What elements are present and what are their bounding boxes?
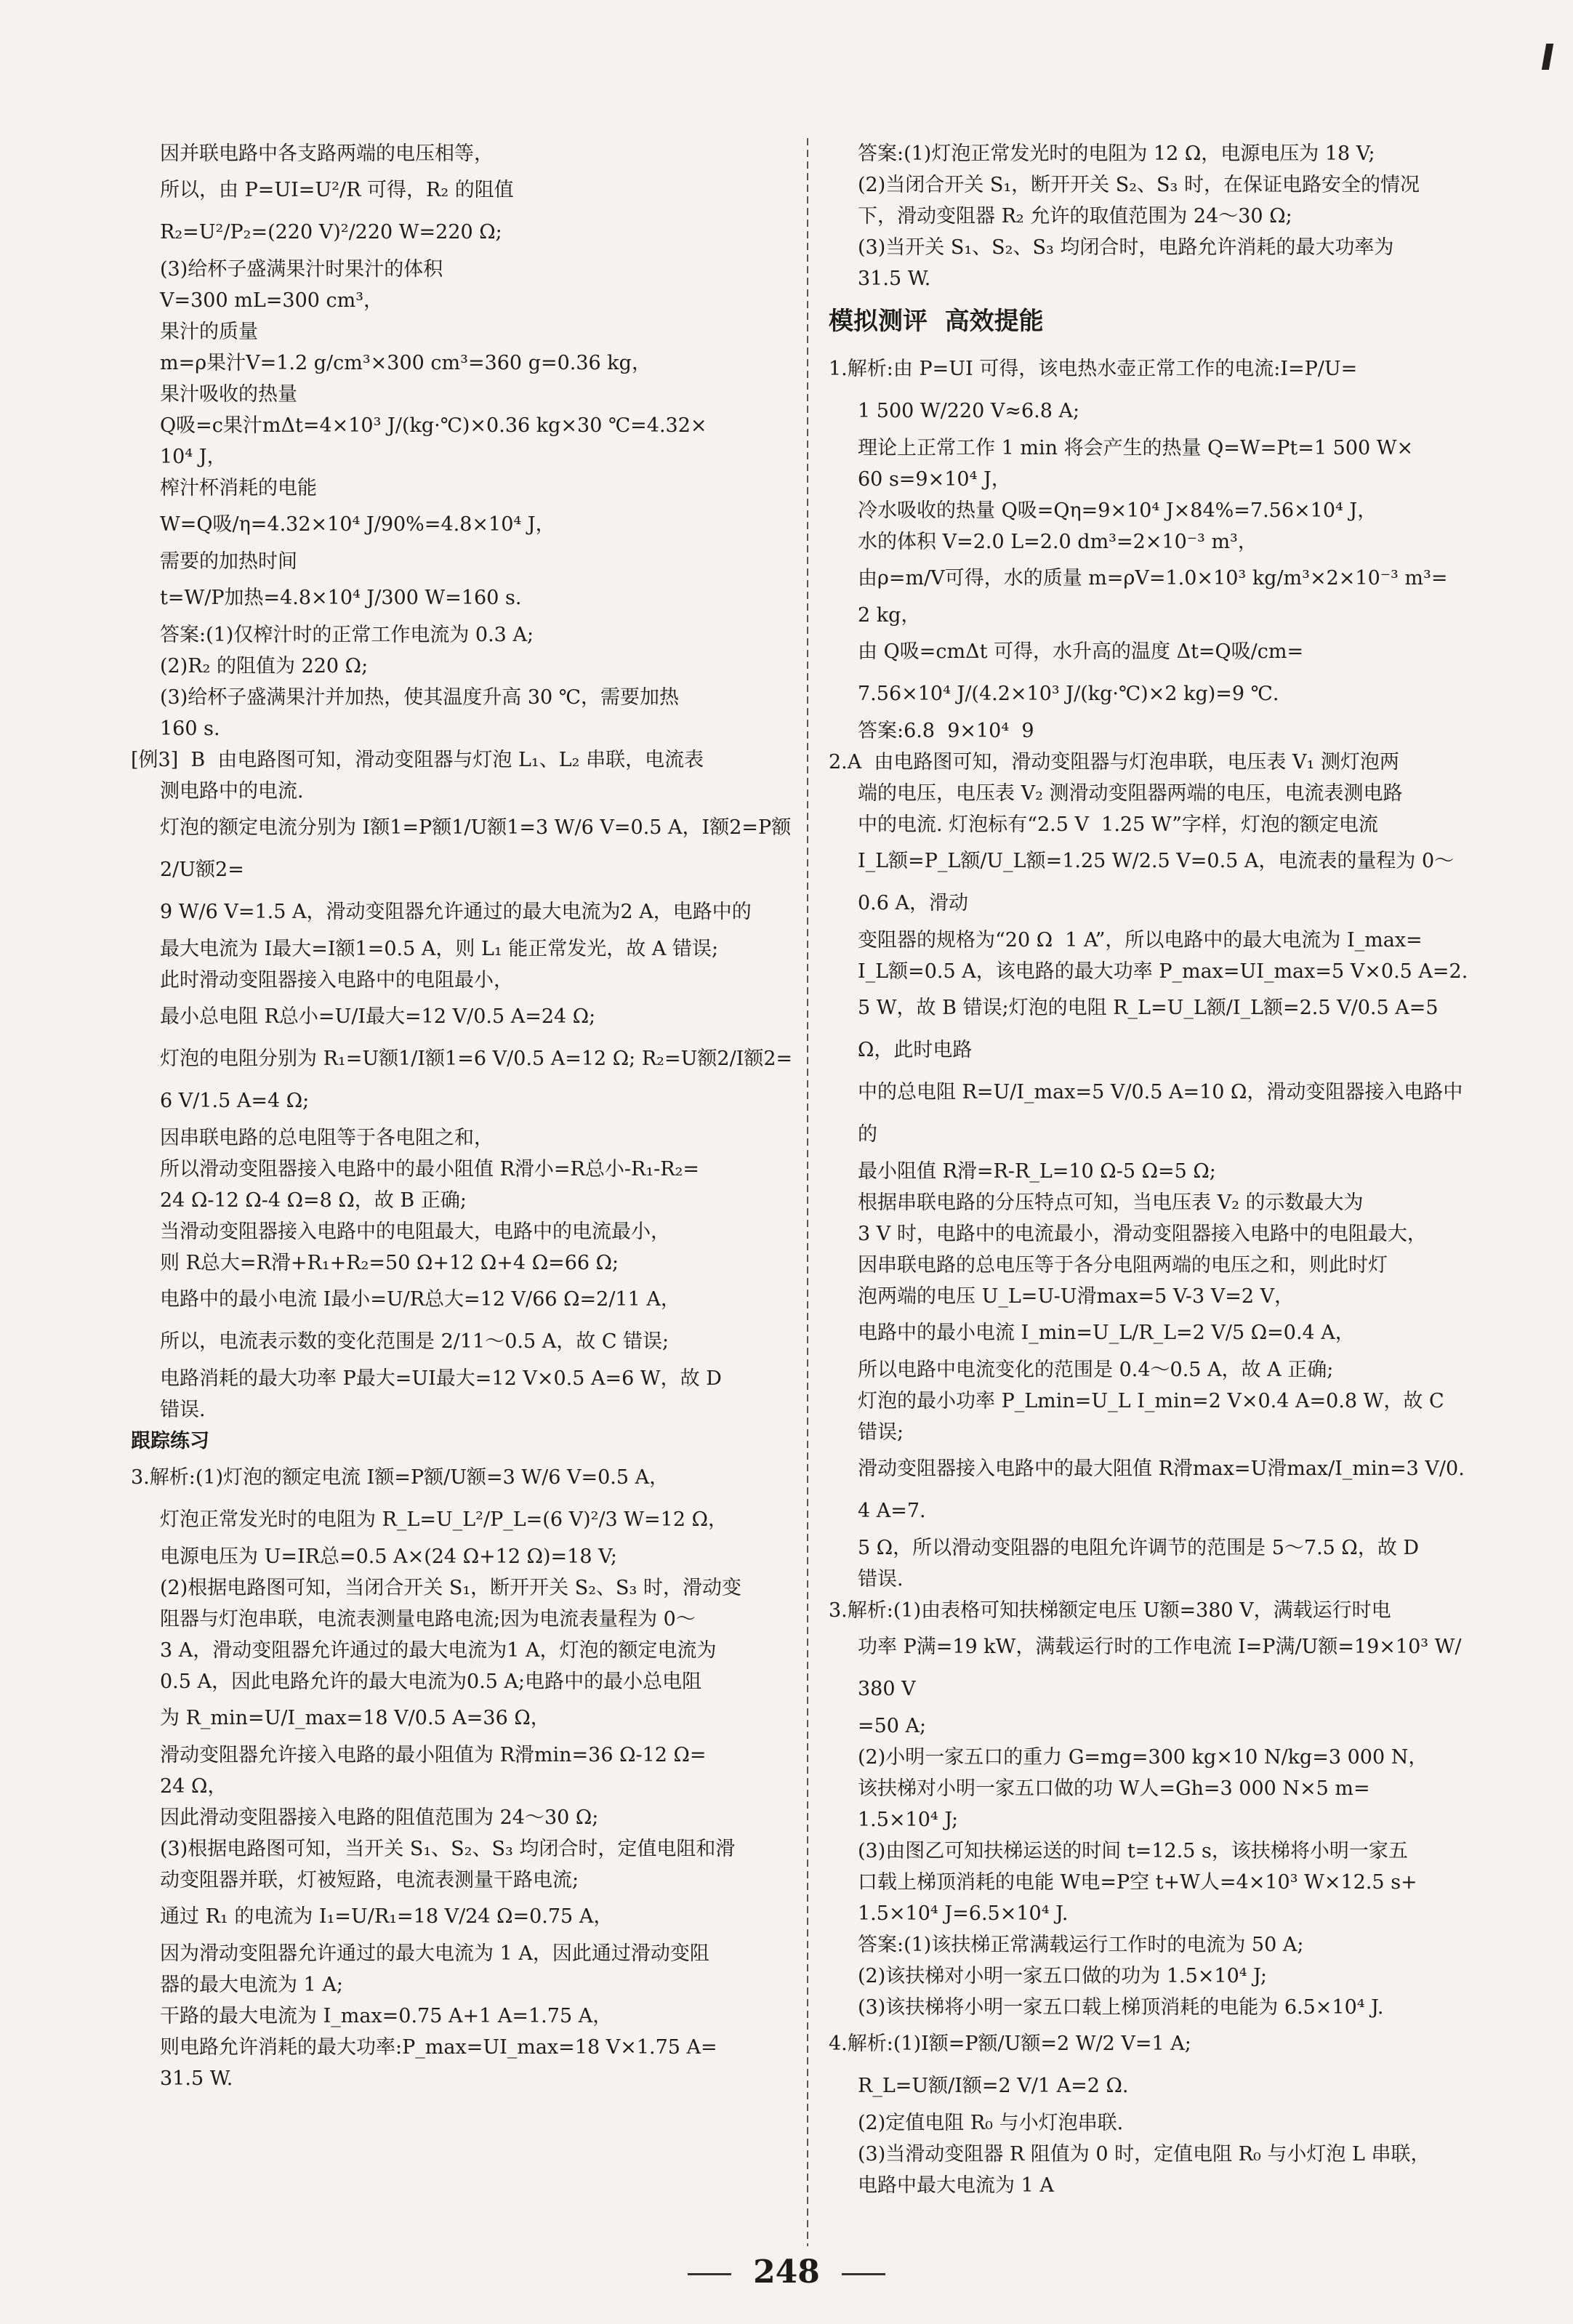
left-text-line: 测电路中的电流.	[160, 780, 304, 803]
right-text-line: 60 s=9×10⁴ J，	[858, 468, 1011, 491]
footer-dash-left	[688, 2273, 731, 2275]
left-text-line: 灯泡的额定电流分别为 I额1=P额1/U额1=3 W/6 V=0.5 A，I额2=P额2/U额2=	[160, 816, 792, 881]
left-text-line: 为 R_min=U/I_max=18 V/0.5 A=36 Ω，	[160, 1707, 550, 1729]
right-text-line: 中的电流. 灯泡标有“2.5 V 1.25 W”字样，灯泡的额定电流	[858, 813, 1378, 836]
left-text-line: 答案:(1)仅榨汁时的正常工作电流为 0.3 A;	[160, 624, 534, 646]
right-text-line: 根据串联电路的分压特点可知，当电压表 V₂ 的示数最大为	[858, 1191, 1364, 1214]
left-text-line: 3 A，滑动变阻器允许通过的最大电流为1 A，灯泡的额定电流为	[160, 1639, 717, 1662]
right-text-line: 答案:6.8 9×10⁴ 9	[858, 720, 1034, 742]
footer-dash-right	[842, 2273, 885, 2275]
right-text-line: (3)当开关 S₁、S₂、S₃ 均闭合时，电路允许消耗的最大功率为	[858, 236, 1394, 259]
left-text-line: 160 s.	[160, 717, 220, 740]
left-text-line: 因并联电路中各支路两端的电压相等，	[160, 142, 494, 165]
right-text-line: 该扶梯对小明一家五口做的功 W人=Gh=3 000 N×5 m=	[858, 1777, 1370, 1800]
right-text-line: 中的总电阻 R=U/I_max=5 V/0.5 A=10 Ω，滑动变阻器接入电路中的	[858, 1081, 1463, 1146]
right-text-line: 2 kg，	[858, 604, 921, 627]
right-text-line: 5 Ω，所以滑动变阻器的电阻允许调节的范围是 5～7.5 Ω，故 D	[858, 1537, 1420, 1559]
right-text-line: I_L额=P_L额/U_L额=1.25 W/2.5 V=0.5 A，电流表的量程为 0～0.6 A，滑动	[858, 850, 1455, 914]
left-text-line: 所以，电流表示数的变化范围是 2/11～0.5 A，故 C 错误;	[160, 1330, 669, 1353]
right-text-line: 31.5 W.	[858, 268, 931, 290]
left-text-line: 果汁的质量	[160, 321, 258, 343]
left-text-line: 则电路允许消耗的最大功率:P_max=UI_max=18 V×1.75 A=	[160, 2036, 717, 2059]
left-text-line: 所以，由 P=UI=U²/R 可得，R₂ 的阻值	[160, 179, 514, 201]
left-text-line: 24 Ω，	[160, 1775, 228, 1798]
left-text-line: R₂=U²/P₂=(220 V)²/220 W=220 Ω;	[160, 221, 502, 244]
right-text-line: 所以电路中电流变化的范围是 0.4～0.5 A，故 A 正确;	[858, 1359, 1334, 1381]
right-text-line: 滑动变阻器接入电路中的最大阻值 R滑max=U滑max/I_min=3 V/0.4 A=7.	[858, 1457, 1465, 1522]
right-text-line: 电路中最大电流为 1 A	[858, 2174, 1054, 2197]
right-text-line: 错误.	[858, 1568, 904, 1591]
right-text-line: 错误;	[858, 1421, 904, 1444]
right-text-line: 1.5×10⁴ J=6.5×10⁴ J.	[858, 1902, 1069, 1925]
right-text-line: 理论上正常工作 1 min 将会产生的热量 Q=W=Pt=1 500 W×	[858, 437, 1414, 459]
left-text-line: (2)根据电路图可知，当闭合开关 S₁，断开开关 S₂、S₃ 时，滑动变	[160, 1577, 741, 1599]
right-text-line: 灯泡的最小功率 P_Lmin=U_L I_min=2 V×0.4 A=0.8 W，故 C	[858, 1390, 1444, 1412]
right-text-line: 泡两端的电压 U_L=U-U滑max=5 V-3 V=2 V，	[858, 1285, 1295, 1308]
left-text-line: 则 R总大=R滑+R₁+R₂=50 Ω+12 Ω+4 Ω=66 Ω;	[160, 1252, 619, 1274]
left-text-line: W=Q吸/η=4.32×10⁴ J/90%=4.8×10⁴ J，	[160, 513, 555, 536]
right-text-line: 下，滑动变阻器 R₂ 允许的取值范围为 24～30 Ω;	[858, 205, 1292, 228]
left-text-line: 果汁吸收的热量	[160, 383, 297, 406]
right-text-line: (2)该扶梯对小明一家五口做的功为 1.5×10⁴ J;	[858, 1965, 1267, 1987]
left-text-line: (3)给杯子盛满果汁并加热，使其温度升高 30 ℃，需要加热	[160, 686, 679, 709]
left-text-line: 31.5 W.	[160, 2067, 233, 2090]
left-text-line: 动变阻器并联，灯被短路，电流表测量干路电流;	[160, 1869, 579, 1891]
right-text-line: =50 A;	[858, 1715, 927, 1737]
right-text-line: 水的体积 V=2.0 L=2.0 dm³=2×10⁻³ m³，	[858, 531, 1258, 553]
right-text-line: 1 500 W/220 V≈6.8 A;	[858, 400, 1080, 422]
left-text-line: 榨汁杯消耗的电能	[160, 477, 317, 499]
left-text-line: Q吸=c果汁mΔt=4×10³ J/(kg·℃)×0.36 kg×30 ℃=4.32×	[160, 414, 707, 437]
column-divider	[807, 138, 808, 2246]
right-text-line: 4.解析:(1)I额=P额/U额=2 W/2 V=1 A;	[829, 2033, 1191, 2055]
right-text-line: (2)当闭合开关 S₁，断开开关 S₂、S₃ 时，在保证电路安全的情况	[858, 174, 1420, 196]
left-text-line: [例3] B 由电路图可知，滑动变阻器与灯泡 L₁、L₂ 串联，电流表	[131, 749, 704, 771]
left-text-line: V=300 mL=300 cm³，	[160, 289, 384, 312]
right-text-line: R_L=U额/I额=2 V/1 A=2 Ω.	[858, 2075, 1129, 2097]
right-text-line: 口载上梯顶消耗的电能 W电=P空 t+W人=4×10³ W×12.5 s+	[858, 1871, 1417, 1894]
right-text-line: 电路中的最小电流 I_min=U_L/R_L=2 V/5 Ω=0.4 A，	[858, 1322, 1355, 1344]
right-text-line: 答案:(1)灯泡正常发光时的电阻为 12 Ω，电源电压为 18 V;	[858, 142, 1375, 165]
right-text-line: 端的电压，电压表 V₂ 测滑动变阻器两端的电压，电流表测电路	[858, 782, 1403, 805]
right-text-line: 1.解析:由 P=UI 可得，该电热水壶正常工作的电流:I=P/U=	[829, 358, 1358, 380]
left-text-line: 6 V/1.5 A=4 Ω;	[160, 1090, 310, 1112]
left-text-line: 所以滑动变阻器接入电路中的最小阻值 R滑小=R总小-R₁-R₂=	[160, 1158, 700, 1181]
right-text-line: 变阻器的规格为“20 Ω 1 A”，所以电路中的最大电流为 I_max=	[858, 929, 1423, 952]
right-text-line: 由 Q吸=cmΔt 可得，水升高的温度 Δt=Q吸/cm=	[858, 640, 1304, 663]
left-text-line: (3)根据电路图可知，当开关 S₁、S₂、S₃ 均闭合时，定值电阻和滑	[160, 1838, 736, 1860]
left-text-line: 0.5 A，因此电路允许的最大电流为0.5 A;电路中的最小总电阻	[160, 1670, 702, 1693]
right-text-line: 由ρ=m/V可得，水的质量 m=ρV=1.0×10³ kg/m³×2×10⁻³ m³=	[858, 567, 1448, 590]
right-text-line: 答案:(1)该扶梯正常满载运行工作时的电流为 50 A;	[858, 1934, 1304, 1956]
left-text-line: 滑动变阻器允许接入电路的最小阻值为 R滑min=36 Ω-12 Ω=	[160, 1744, 707, 1766]
right-text-line: (3)该扶梯将小明一家五口载上梯顶消耗的电能为 6.5×10⁴ J.	[858, 1996, 1384, 2019]
scan-corner-mark	[1542, 44, 1553, 70]
right-text-line: 最小阻值 R滑=R-R_L=10 Ω-5 Ω=5 Ω;	[858, 1160, 1216, 1183]
left-text-line: (2)R₂ 的阻值为 220 Ω;	[160, 655, 369, 678]
right-column	[829, 138, 1468, 2201]
left-text-line: 通过 R₁ 的电流为 I₁=U/R₁=18 V/24 Ω=0.75 A，	[160, 1905, 613, 1928]
page-footer	[0, 2253, 1573, 2291]
right-text-line: (3)当滑动变阻器 R 阻值为 0 时，定值电阻 R₀ 与小灯泡 L 串联，	[858, 2143, 1431, 2166]
left-text-line: 因为滑动变阻器允许通过的最大电流为 1 A，因此通过滑动变阻	[160, 1942, 709, 1965]
right-text-line: (3)由图乙可知扶梯运送的时间 t=12.5 s，该扶梯将小明一家五	[858, 1840, 1408, 1862]
left-text-line: 此时滑动变阻器接入电路中的电阻最小，	[160, 969, 513, 992]
right-text-line: 冷水吸收的热量 Q吸=Qη=9×10⁴ J×84%=7.56×10⁴ J，	[858, 499, 1377, 522]
left-text-line: 电路中的最小电流 I最小=U/R总大=12 V/66 Ω=2/11 A，	[160, 1288, 680, 1311]
right-text-line: 3.解析:(1)由表格可知扶梯额定电压 U额=380 V，满载运行时电	[829, 1599, 1391, 1622]
left-text-line: 当滑动变阻器接入电路中的电阻最大，电路中的电流最小，	[160, 1221, 670, 1243]
right-text-line: 5 W，故 B 错误;灯泡的电阻 R_L=U_L额/I_L额=2.5 V/0.5 A=5 Ω，此时电路	[858, 997, 1445, 1061]
page-number: 248	[753, 2253, 820, 2291]
right-text-line: 2.A 由电路图可知，滑动变阻器与灯泡串联，电压表 V₁ 测灯泡两	[829, 751, 1399, 773]
left-text-line: 24 Ω-12 Ω-4 Ω=8 Ω，故 B 正确;	[160, 1189, 467, 1212]
left-text-line: m=ρ果汁V=1.2 g/cm³×300 cm³=360 g=0.36 kg，	[160, 352, 651, 374]
left-text-line: (3)给杯子盛满果汁时果汁的体积	[160, 258, 443, 281]
left-column	[131, 138, 807, 2094]
left-text-line: 需要的加热时间	[160, 550, 297, 573]
left-text-line: 10⁴ J，	[160, 446, 227, 468]
left-text-line: 电路消耗的最大功率 P最大=UI最大=12 V×0.5 A=6 W，故 D	[160, 1367, 722, 1390]
right-text-line: (2)定值电阻 R₀ 与小灯泡串联.	[858, 2112, 1124, 2134]
left-text-line: 阻器与灯泡串联，电流表测量电路电流;因为电流表量程为 0～	[160, 1608, 696, 1631]
left-text-line: 电源电压为 U=IR总=0.5 A×(24 Ω+12 Ω)=18 V;	[160, 1545, 618, 1568]
right-text-line: 3 V 时，电路中的电流最小，滑动变阻器接入电路中的电阻最大，	[858, 1223, 1427, 1245]
left-text-line: t=W/P加热=4.8×10⁴ J/300 W=160 s.	[160, 587, 522, 609]
left-text-line: 3.解析:(1)灯泡的额定电流 I额=P额/U额=3 W/6 V=0.5 A，	[131, 1466, 669, 1489]
left-text-line: 因此滑动变阻器接入电路的阻值范围为 24～30 Ω;	[160, 1806, 599, 1829]
left-text-line: 灯泡的电阻分别为 R₁=U额1/I额1=6 V/0.5 A=12 Ω; R₂=U额2/I额2=	[160, 1048, 793, 1070]
right-text-line: I_L额=0.5 A，该电路的最大功率 P_max=UI_max=5 V×0.5 A=2.	[858, 960, 1468, 983]
left-text-line: 跟踪练习	[131, 1430, 209, 1452]
left-text-line: 错误.	[160, 1399, 206, 1421]
right-text-line: 模拟测评 高效提能	[829, 307, 1044, 336]
left-text-line: 灯泡正常发光时的电阻为 R_L=U_L²/P_L=(6 V)²/3 W=12 Ω，	[160, 1508, 728, 1531]
right-text-line: (2)小明一家五口的重力 G=mg=300 kg×10 N/kg=3 000 N，	[858, 1746, 1428, 1769]
right-text-line: 1.5×10⁴ J;	[858, 1809, 959, 1831]
right-text-line: 功率 P满=19 kW，满载运行时的工作电流 I=P满/U额=19×10³ W/380 V	[858, 1636, 1462, 1700]
right-text-line: 7.56×10⁴ J/(4.2×10³ J/(kg·℃)×2 kg)=9 ℃.	[858, 683, 1279, 705]
left-text-line: 器的最大电流为 1 A;	[160, 1974, 343, 1996]
left-text-line: 最大电流为 I最大=I额1=0.5 A，则 L₁ 能正常发光，故 A 错误;	[160, 938, 719, 960]
left-text-line: 因串联电路的总电阻等于各电阻之和，	[160, 1127, 494, 1149]
right-text-line: 因串联电路的总电压等于各分电阻两端的电压之和，则此时灯	[858, 1254, 1388, 1276]
left-text-line: 干路的最大电流为 I_max=0.75 A+1 A=1.75 A，	[160, 2005, 613, 2027]
left-text-line: 最小总电阻 R总小=U/I最大=12 V/0.5 A=24 Ω;	[160, 1005, 596, 1028]
left-text-line: 9 W/6 V=1.5 A，滑动变阻器允许通过的最大电流为2 A，电路中的	[160, 901, 752, 923]
